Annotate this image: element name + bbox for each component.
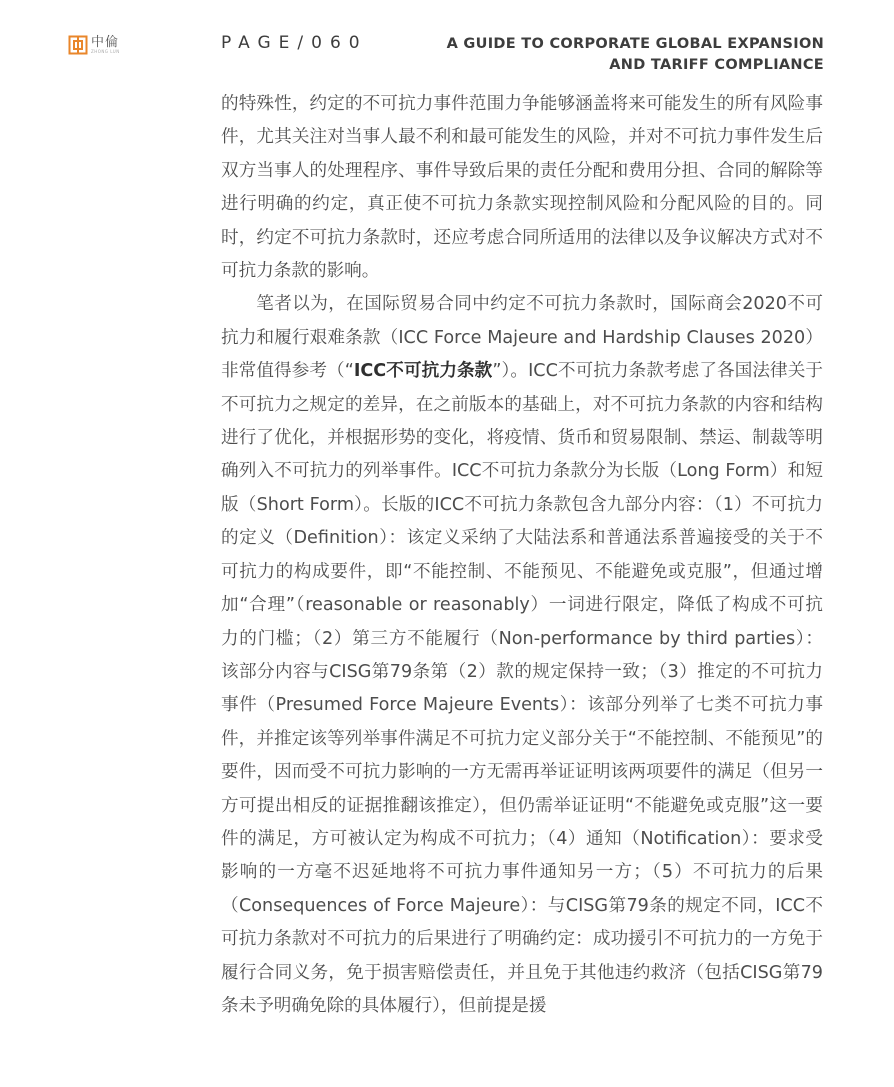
- guide-title: [447, 34, 824, 76]
- page-number: PAGE/060: [221, 33, 368, 53]
- guide-title-line-2: AND TARIFF COMPLIANCE: [609, 57, 824, 73]
- paragraph-2: [221, 288, 823, 1023]
- body-text: [221, 88, 823, 1023]
- logo-mark-icon: [68, 35, 88, 55]
- guide-title-line-1: A GUIDE TO CORPORATE GLOBAL EXPANSION: [446, 36, 824, 52]
- paragraph-2-part-b: ”）。ICC不可抗力条款考虑了各国法律关于不可抗力之规定的差异，在之前版本的基础上，对不可抗力条款的内容和结构进行了优化，并根据形势的变化，将疫情、货币和贸易限制、禁运、制裁等明确列入不可抗力的列举事件。ICC不可抗力条款分为长版（Long Form）和短版（Short Form）。长版的ICC不可抗力条款包含九部分内容：（1）不可抗力的定义（Definition）：该定义采纳了大陆法系和普通法系普遍接受的关于不可抗力的构成要件，即“不能控制、不能预见、不能避免或克服”，但通过增加“合理”（reasonable or reasonably）一词进行限定，降低了构成不可抗力的门槛；（2）第三方不能履行（Non-performance by third parties）：该部分内容与CISG第79条第（2）款的规定保持一致；（3）推定的不可抗力事件（Presumed Force Majeure Events）：该部分列举了七类不可抗力事件，并推定该等列举事件满足不可抗力定义部分关于“不能控制、不能预见”的要件，因而受不可抗力影响的一方无需再举证证明该两项要件的满足（但另一方可提出相反的证据推翻该推定），但仍需举证证明“不能避免或克服”这一要件的满足，方可被认定为构成不可抗力；（4）通知（Notification）：要求受影响的一方毫不迟延地将不可抗力事件通知另一方；（5）不可抗力的后果（Consequences of Force Majeure）：与CISG第79条的规定不同，ICC不可抗力条款对不可抗力的后果进行了明确约定：成功援引不可抗力的一方免于履行合同义务，免于损害赔偿责任，并且免于其他违约救济（包括CISG第79条未予明确免除的具体履行），但前提是援: [221, 361, 823, 1016]
- icc-term-bold: ICC不可抗力条款: [353, 361, 493, 382]
- logo-english-text: ZHONG LUN: [91, 49, 120, 54]
- paragraph-2-part-a: 笔者以为，在国际贸易合同中约定不可抗力条款时，国际商会2020不可抗力和履行艰难条款（ICC Force Majeure and Hardship Clauses 2020）非常值得参考（“: [221, 294, 823, 382]
- logo-chinese-text: 中倫: [91, 35, 120, 50]
- paragraph-1: 的特殊性，约定的不可抗力事件范围力争能够涵盖将来可能发生的所有风险事件，尤其关注对当事人最不利和最可能发生的风险，并对不可抗力事件发生后双方当事人的处理程序、事件导致后果的责任分配和费用分担、合同的解除等进行明确的约定，真正使不可抗力条款实现控制风险和分配风险的目的。同时，约定不可抗力条款时，还应考虑合同所适用的法律以及争议解决方式对不可抗力条款的影响。: [221, 94, 823, 282]
- zhonglun-logo: [68, 35, 120, 55]
